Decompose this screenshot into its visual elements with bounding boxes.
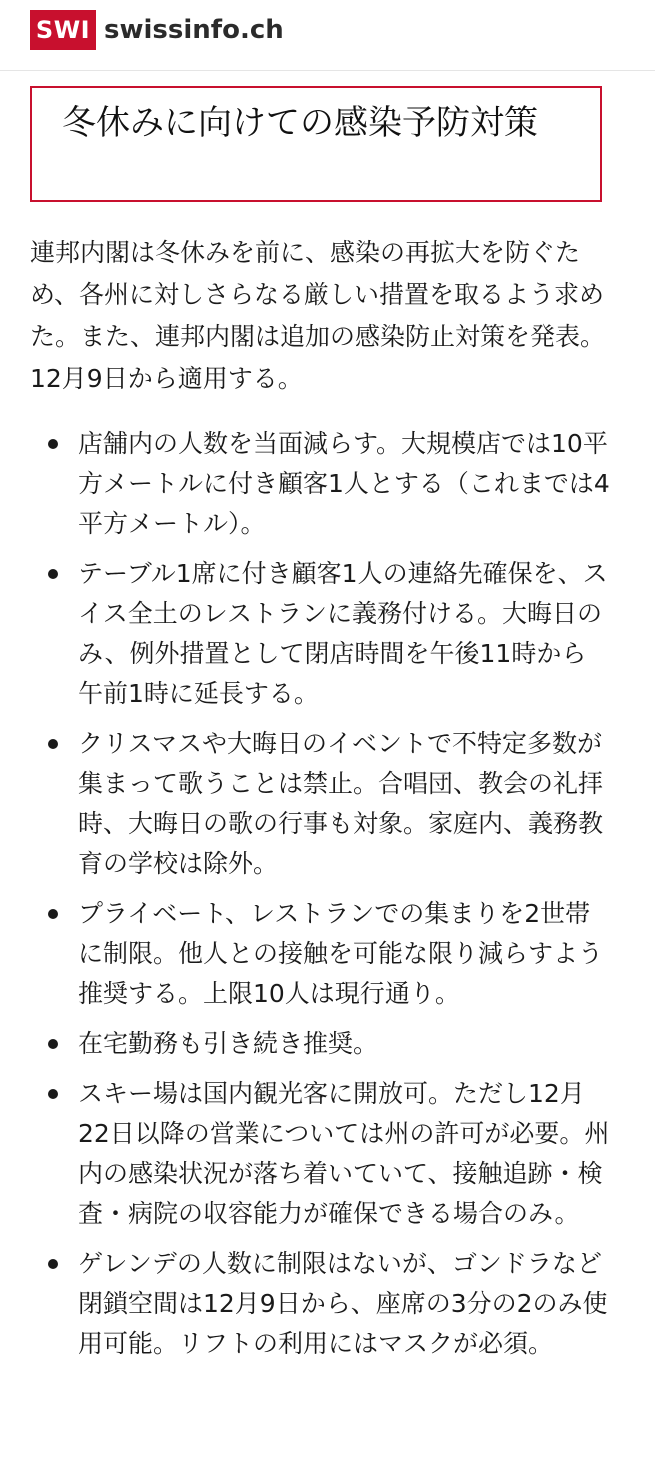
article-title: 冬休みに向けての感染予防対策 [62, 103, 538, 143]
bullet-icon [48, 439, 58, 449]
swi-logo[interactable] [30, 10, 96, 50]
list-item-text: 在宅勤務も引き続き推奨。 [78, 1029, 379, 1058]
bullet-icon [48, 1039, 58, 1049]
list-item [30, 424, 610, 544]
list-item [30, 1244, 610, 1364]
list-item-text: 店舗内の人数を当面減らす。大規模店では10平方メートルに付き顧客1人とする（これまでは4平方メートル）。 [78, 429, 610, 538]
bullet-icon [48, 909, 58, 919]
list-item-text: プライベート、レストランでの集まりを2世帯に制限。他人との接触を可能な限り減らすよう推奨する。上限10人は現行通り。 [78, 899, 604, 1008]
list-item [30, 894, 610, 1014]
measures-list [30, 424, 610, 1374]
site-header [0, 0, 655, 71]
list-item [30, 554, 610, 714]
article-intro: 連邦内閣は冬休みを前に、感染の再拡大を防ぐため、各州に対しさらなる厳しい措置を取るよう求めた。また、連邦内閣は追加の感染防止対策を発表。12月9日から適用する。 [30, 238, 606, 393]
list-item-text: クリスマスや大晦日のイベントで不特定多数が集まって歌うことは禁止。合唱団、教会の礼拝時、大晦日の歌の行事も対象。家庭内、義務教育の学校は除外。 [78, 729, 604, 878]
bullet-icon [48, 569, 58, 579]
list-item-text: テーブル1席に付き顧客1人の連絡先確保を、スイス全土のレストランに義務付ける。大晦日のみ、例外措置として閉店時間を午後11時から午前1時に延長する。 [78, 559, 608, 708]
list-item [30, 1074, 610, 1234]
list-item [30, 724, 610, 884]
logo-text: SWI [35, 16, 91, 44]
list-item-text: スキー場は国内観光客に開放可。ただし12月22日以降の営業については州の許可が必要。州内の感染状況が落ち着いていて、接触追跡・検査・病院の収容能力が確保できる場合のみ。 [78, 1079, 610, 1228]
list-item [30, 1024, 610, 1064]
bullet-icon [48, 1259, 58, 1269]
article-title-box [30, 86, 602, 202]
site-name[interactable]: swissinfo.ch [104, 15, 284, 45]
list-item-text: ゲレンデの人数に制限はないが、ゴンドラなど閉鎖空間は12月9日から、座席の3分の2のみ使用可能。リフトの利用にはマスクが必須。 [78, 1249, 608, 1358]
bullet-icon [48, 739, 58, 749]
bullet-icon [48, 1089, 58, 1099]
